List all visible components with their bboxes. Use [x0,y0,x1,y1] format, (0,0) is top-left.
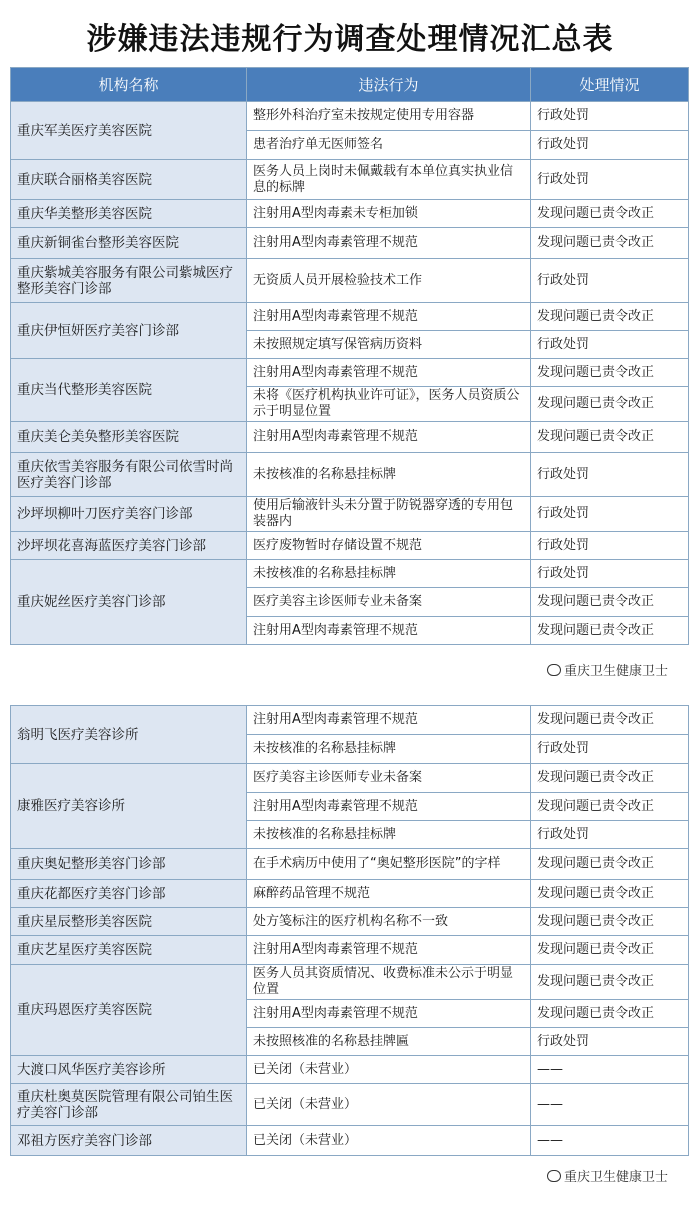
violation-cell: 整形外科治疗室未按规定使用专用容器 [247,102,531,131]
result-cell: 发现问题已责令改正 [531,706,689,735]
org-name-cell: 重庆军美医疗美容医院 [11,102,247,160]
watermark [545,660,670,679]
violation-cell: 医务人员其资质情况、收费标准未公示于明显位置 [247,965,531,1000]
violation-cell: 已关闭（未营业） [247,1126,531,1156]
violation-cell: 医疗美容主诊医师专业未备案 [247,588,531,617]
violation-cell: 注射用A型肉毒素管理不规范 [247,1000,531,1028]
result-cell: 行政处罚 [531,259,689,303]
violation-cell: 注射用A型肉毒素管理不规范 [247,793,531,821]
violation-cell: 未按照规定填写保管病历资料 [247,331,531,359]
table-row [11,560,689,588]
org-name-cell: 重庆联合丽格美容医院 [11,160,247,200]
org-name-cell: 沙坪坝花喜海蓝医疗美容门诊部 [11,532,247,560]
result-cell: 行政处罚 [531,453,689,497]
result-cell: 行政处罚 [531,160,689,200]
org-name-cell: 重庆妮丝医疗美容门诊部 [11,560,247,645]
result-cell: 行政处罚 [531,1028,689,1056]
org-name-cell: 大渡口风华医疗美容诊所 [11,1056,247,1084]
result-cell: 行政处罚 [531,735,689,764]
org-name-cell: 重庆星辰整形美容医院 [11,908,247,936]
org-name-cell: 重庆紫城美容服务有限公司紫城医疗整形美容门诊部 [11,259,247,303]
result-cell: 发现问题已责令改正 [531,359,689,387]
violation-cell: 未按核准的名称悬挂标牌 [247,735,531,764]
violation-cell: 注射用A型肉毒素管理不规范 [247,617,531,645]
table-row [11,359,689,387]
header-res: 处理情况 [531,68,689,102]
org-name-cell: 重庆艺星医疗美容医院 [11,936,247,965]
result-cell: 发现问题已责令改正 [531,422,689,453]
table-row [11,965,689,1000]
wechat-icon [547,1170,561,1182]
org-name-cell: 重庆玛恩医疗美容医院 [11,965,247,1056]
result-cell: 发现问题已责令改正 [531,228,689,259]
table-row [11,908,689,936]
result-cell: 发现问题已责令改正 [531,1000,689,1028]
result-cell: 发现问题已责令改正 [531,764,689,793]
violation-cell: 使用后输液针头未分置于防锐器穿透的专用包装器内 [247,497,531,532]
table-row [11,102,689,131]
violation-cell: 未按核准的名称悬挂标牌 [247,560,531,588]
table-row [11,422,689,453]
result-cell: 发现问题已责令改正 [531,965,689,1000]
result-cell: 发现问题已责令改正 [531,200,689,228]
result-cell: 行政处罚 [531,331,689,359]
org-name-cell: 重庆伊恒妍医疗美容门诊部 [11,303,247,359]
result-cell: 行政处罚 [531,532,689,560]
result-cell: 行政处罚 [531,560,689,588]
violation-cell: 在手术病历中使用了“奥妃整形医院”的字样 [247,849,531,880]
summary-table-top [10,67,689,645]
violation-cell: 处方笺标注的医疗机构名称不一致 [247,908,531,936]
result-cell: 发现问题已责令改正 [531,936,689,965]
table-row [11,1126,689,1156]
org-name-cell: 重庆花都医疗美容门诊部 [11,880,247,908]
result-cell: 发现问题已责令改正 [531,617,689,645]
violation-cell: 注射用A型肉毒素管理不规范 [247,422,531,453]
result-cell: 行政处罚 [531,102,689,131]
summary-table-bottom [10,705,689,1156]
org-name-cell: 沙坪坝柳叶刀医疗美容门诊部 [11,497,247,532]
watermark-text: 重庆卫生健康卫士 [563,1170,668,1185]
result-cell: 发现问题已责令改正 [531,880,689,908]
org-name-cell: 康雅医疗美容诊所 [11,764,247,849]
violation-cell: 注射用A型肉毒素管理不规范 [247,303,531,331]
table-row [11,764,689,793]
table-row [11,1084,689,1126]
org-name-cell: 重庆当代整形美容医院 [11,359,247,422]
violation-cell: 注射用A型肉毒素管理不规范 [247,228,531,259]
violation-cell: 未按核准的名称悬挂标牌 [247,453,531,497]
table-row [11,200,689,228]
violation-cell: 已关闭（未营业） [247,1084,531,1126]
table-row [11,532,689,560]
violation-cell: 注射用A型肉毒素管理不规范 [247,936,531,965]
result-cell: 发现问题已责令改正 [531,387,689,422]
violation-cell: 医务人员上岗时未佩戴载有本单位真实执业信息的标牌 [247,160,531,200]
table-row [11,160,689,200]
violation-cell: 患者治疗单无医师签名 [247,131,531,160]
violation-cell: 未将《医疗机构执业许可证》，医务人员资质公示于明显位置 [247,387,531,422]
header-row [11,68,689,102]
result-cell: 行政处罚 [531,821,689,849]
result-cell: —— [531,1126,689,1156]
result-cell: 发现问题已责令改正 [531,793,689,821]
table-row [11,936,689,965]
violation-cell: 医疗美容主诊医师专业未备案 [247,764,531,793]
org-name-cell: 邓祖方医疗美容门诊部 [11,1126,247,1156]
result-cell: 行政处罚 [531,497,689,532]
org-name-cell: 重庆新铜雀台整形美容医院 [11,228,247,259]
header-org: 机构名称 [11,68,247,102]
violation-cell: 未按核准的名称悬挂标牌 [247,821,531,849]
violation-cell: 注射用A型肉毒素管理不规范 [247,359,531,387]
result-cell: —— [531,1084,689,1126]
org-name-cell: 重庆美仑美奂整形美容医院 [11,422,247,453]
violation-cell: 未按照核准的名称悬挂牌匾 [247,1028,531,1056]
table-row [11,849,689,880]
org-name-cell: 重庆华美整形美容医院 [11,200,247,228]
wechat-icon [547,664,561,676]
org-name-cell: 重庆奥妃整形美容门诊部 [11,849,247,880]
table-row [11,303,689,331]
org-name-cell: 重庆依雪美容服务有限公司依雪时尚医疗美容门诊部 [11,453,247,497]
table-row [11,880,689,908]
table-row [11,259,689,303]
org-name-cell: 重庆杜奥莫医院管理有限公司铂生医疗美容门诊部 [11,1084,247,1126]
violation-cell: 已关闭（未营业） [247,1056,531,1084]
page-title: 涉嫌违法违规行为调查处理情况汇总表 [86,22,614,57]
violation-cell: 麻醉药品管理不规范 [247,880,531,908]
result-cell: 行政处罚 [531,131,689,160]
violation-cell: 注射用A型肉毒素管理不规范 [247,706,531,735]
table-row [11,706,689,735]
result-cell: 发现问题已责令改正 [531,303,689,331]
result-cell: 发现问题已责令改正 [531,908,689,936]
watermark-text: 重庆卫生健康卫士 [563,664,668,679]
org-name-cell: 翁明飞医疗美容诊所 [11,706,247,764]
table-row [11,1056,689,1084]
violation-cell: 无资质人员开展检验技术工作 [247,259,531,303]
watermark [545,1166,670,1185]
table-row [11,497,689,532]
result-cell: 发现问题已责令改正 [531,588,689,617]
table-row [11,453,689,497]
violation-cell: 注射用A型肉毒素未专柜加锁 [247,200,531,228]
result-cell: 发现问题已责令改正 [531,849,689,880]
header-act: 违法行为 [247,68,531,102]
result-cell: —— [531,1056,689,1084]
violation-cell: 医疗废物暂时存储设置不规范 [247,532,531,560]
table-row [11,228,689,259]
